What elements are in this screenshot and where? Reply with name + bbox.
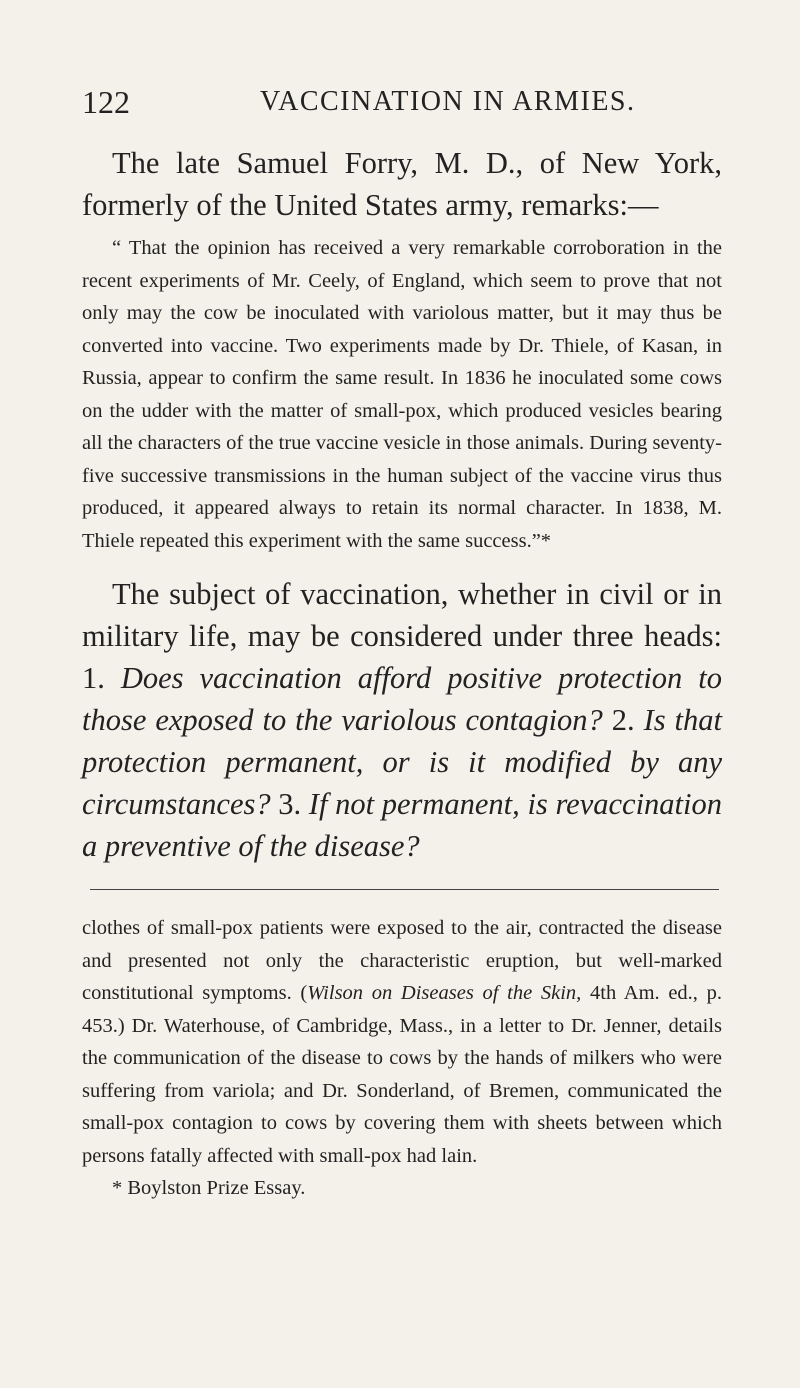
question-3: If not permanent, is revaccination a preventive of the disease? (82, 787, 722, 863)
question-3-number: 3. (278, 787, 302, 821)
subject-intro: The subject of vaccination, whether in civil or in military life, may be considered under three heads: (82, 577, 722, 653)
question-1-number: 1. (82, 661, 105, 695)
footnote-citation: Wilson on Diseases of the Skin, (307, 982, 582, 1004)
page-header (82, 84, 722, 128)
question-1: Does vaccination afford positive protection to those exposed to the variolous contagion? (82, 661, 722, 737)
footnote-text-b: 4th Am. ed., p. 453.) Dr. Waterhouse, of Cambridge, Mass., in a letter to Dr. Jenner, details the communication of the disease to cows by the hands of milkers who were suffering from variola; and Dr. Sonderland, of Bremen, communicated the small-pox contagion to cows by covering them with sheets between which persons fatally affected with small-pox had lain. (82, 982, 722, 1167)
quote-paragraph: “ That the opinion has received a very remarkable corroboration in the recent experiments of Mr. Ceely, of England, which seem to prove that not only may the cow be inoculated with variolous matter, but it may thus be converted into vaccine. Two experiments made by Dr. Thiele, of Kasan, in Russia, appear to confirm the same result. In 1836 he inoculated some cows on the udder with the matter of small-pox, which produced vesicles bearing all the characters of the true vaccine vesicle in those animals. During seventy-five successive transmissions in the human subject of the vaccine virus thus produced, it appeared always to retain its normal character. In 1838, M. Thiele repeated this experiment with the same success.”* (82, 237, 722, 552)
page-number: 122 (82, 84, 130, 120)
subject-paragraph (82, 573, 722, 867)
question-2: Is that protection permanent, or is it modified by any circumstances? (82, 703, 722, 821)
running-head: VACCINATION IN ARMIES. (260, 86, 636, 117)
page-body (82, 142, 722, 1204)
footnote-paragraph (82, 912, 722, 1172)
question-2-number: 2. (611, 703, 635, 737)
footnote-text-a: clothes of small-pox patients were exposed to the air, contracted the disease and presented not only the characteristic eruption, but well-marked constitutional symptoms. ( (82, 917, 722, 1004)
star-footnote: * Boylston Prize Essay. (112, 1177, 306, 1199)
lead-paragraph: The late Samuel Forry, M. D., of New York, formerly of the United States army, remarks:— (82, 146, 722, 222)
footnote-divider (90, 889, 719, 890)
